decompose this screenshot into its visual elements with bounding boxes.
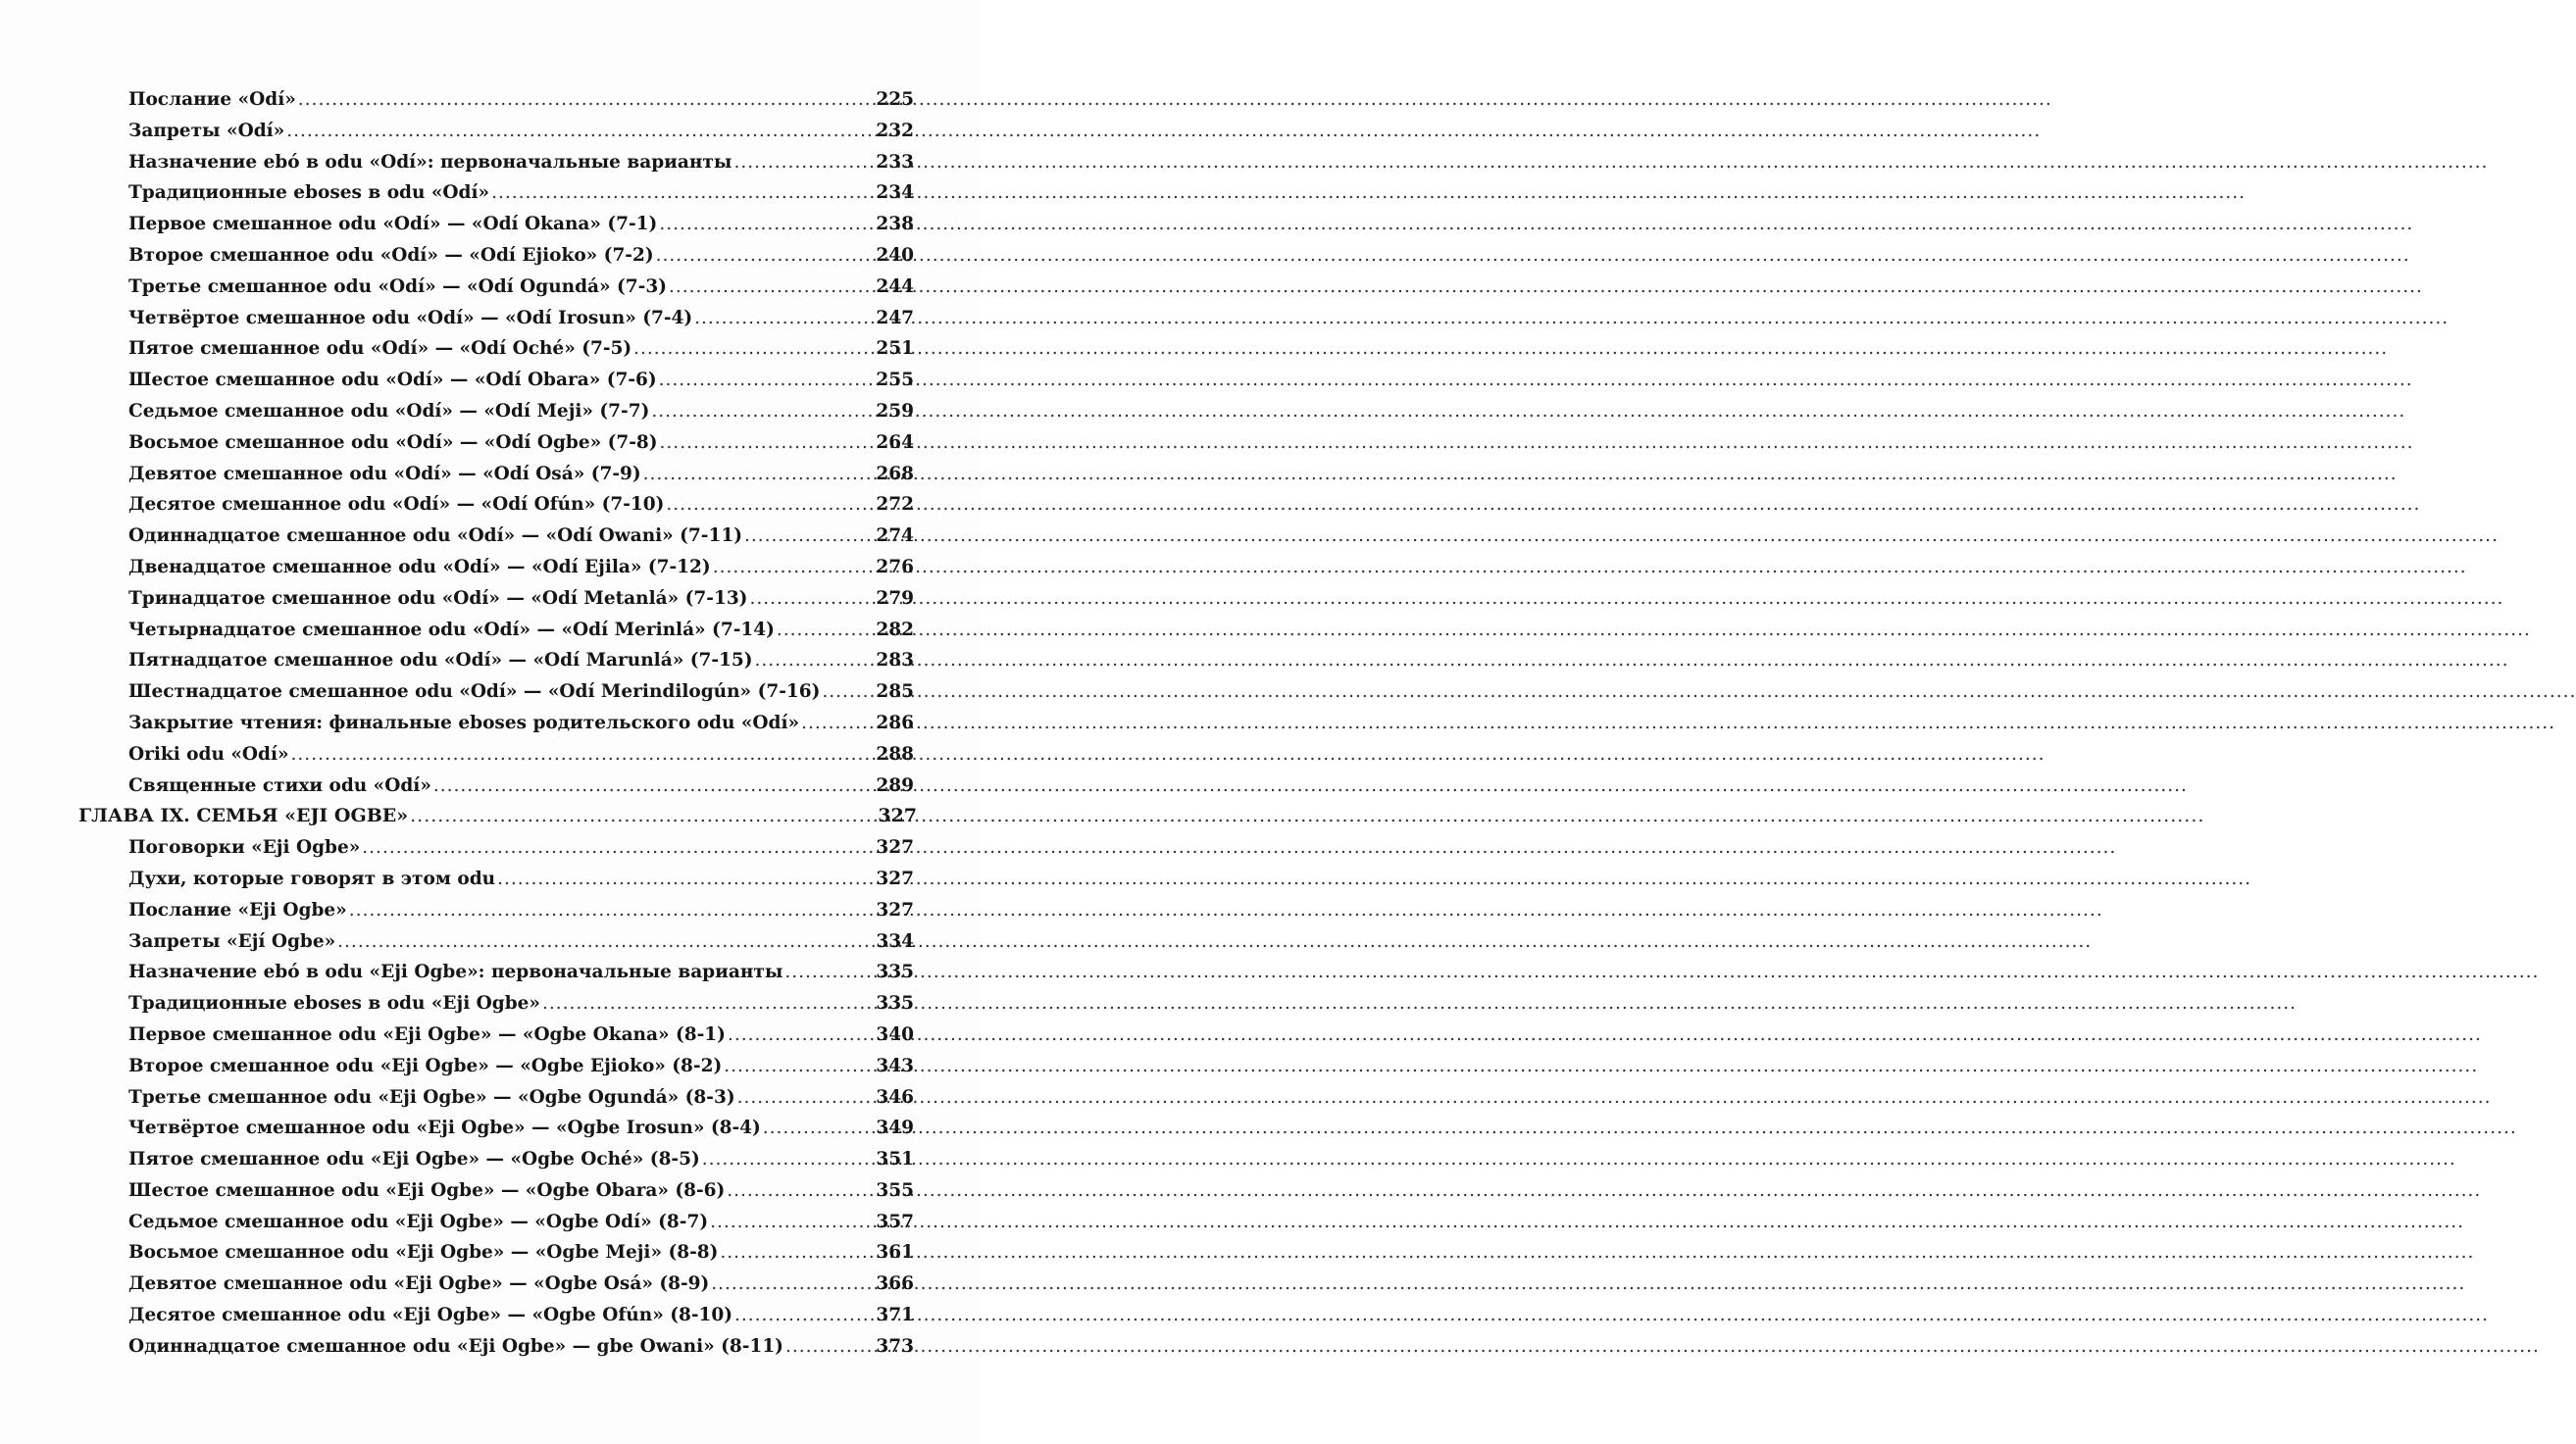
dot-leader	[491, 177, 874, 209]
toc-entry[interactable]	[128, 771, 914, 802]
toc-page-number: 366	[876, 1273, 914, 1295]
toc-entry[interactable]	[128, 926, 914, 958]
toc-entry-title: Шестое смешанное odu «Odí» — «Odí Obara» (7-6)	[128, 370, 657, 391]
dot-leader	[298, 84, 875, 116]
toc-page-number: 285	[876, 681, 914, 703]
toc-entry-title: Пятнадцатое смешанное odu «Odí» — «Odí Marunlá» (7-15)	[128, 650, 753, 672]
toc-entry-title: Послание «Eji Ogbe»	[128, 899, 347, 921]
toc-page-number: 282	[876, 619, 914, 640]
toc-entry[interactable]	[128, 521, 914, 552]
toc-entry[interactable]	[128, 333, 914, 365]
toc-entry-title: Пятое смешанное odu «Odí» — «Odí Oché» (7-5)	[128, 338, 632, 360]
toc-page-number: 335	[876, 962, 914, 983]
dot-leader	[694, 303, 874, 334]
dot-leader	[433, 771, 874, 802]
toc-chapter-heading[interactable]	[78, 801, 917, 832]
toc-page-number: 340	[876, 1023, 914, 1045]
toc-entry[interactable]	[128, 459, 914, 490]
toc-page-number: 349	[876, 1118, 914, 1139]
toc-page-number: 255	[876, 370, 914, 391]
toc-entry[interactable]	[128, 1082, 914, 1114]
dot-leader	[720, 1237, 874, 1269]
toc-page-number: 334	[876, 930, 914, 952]
toc-page-number: 288	[876, 743, 914, 765]
toc-entry[interactable]	[128, 84, 914, 116]
dot-leader	[744, 521, 874, 552]
dot-leader	[702, 1144, 875, 1175]
toc-entry[interactable]	[128, 1051, 914, 1082]
toc-entry[interactable]	[128, 615, 914, 646]
toc-page-number: 327	[876, 899, 914, 921]
toc-entry[interactable]	[128, 1207, 914, 1238]
toc-page-number: 225	[876, 89, 914, 110]
toc-page-number: 234	[876, 182, 914, 204]
toc-entry-title: Седьмое смешанное odu «Odí» — «Odí Meji» (7-7)	[128, 400, 650, 422]
toc-entry-title: Шестое смешанное odu «Eji Ogbe» — «Ogbe Obara» (8-6)	[128, 1179, 726, 1201]
toc-page-number: 283	[876, 650, 914, 672]
toc-entry-title: Четвёртое смешанное odu «Eji Ogbe» — «Ogbe Irosun» (8-4)	[128, 1118, 761, 1139]
toc-page-number: 361	[876, 1242, 914, 1264]
toc-entry[interactable]	[128, 957, 914, 988]
dot-leader	[713, 552, 875, 583]
toc-entry-title: Пятое смешанное odu «Eji Ogbe» — «Ogbe Oché» (8-5)	[128, 1149, 700, 1170]
toc-entry-title: Третье смешанное odu «Eji Ogbe» — «Ogbe Ogundá» (8-3)	[128, 1086, 735, 1108]
toc-entry[interactable]	[128, 1237, 914, 1269]
dot-leader	[801, 708, 874, 739]
dot-leader	[349, 895, 875, 926]
toc-entry-title: ГЛАВА IX. СЕМЬЯ «EJI OGBE»	[78, 805, 409, 827]
toc-page-number: 247	[876, 307, 914, 328]
toc-page-number: 233	[876, 151, 914, 173]
toc-page-number: 272	[876, 494, 914, 516]
toc-entry-title: Духи, которые говорят в этом odu	[128, 868, 496, 889]
toc-entry[interactable]	[128, 988, 914, 1020]
toc-entry-title: Первое смешанное odu «Odí» — «Odí Okana» (7-1)	[128, 214, 658, 235]
dot-leader	[633, 333, 874, 365]
toc-entry[interactable]	[128, 864, 914, 895]
dot-leader	[763, 1113, 875, 1144]
dot-leader	[711, 1269, 874, 1300]
toc-page-number: 279	[876, 587, 914, 609]
toc-page-number: 268	[876, 463, 914, 484]
toc-entry[interactable]	[128, 396, 914, 427]
toc-entry-title: Назначение ebó в odu «Odí»: первоначальные варианты	[128, 151, 732, 173]
toc-page-number: 238	[876, 214, 914, 235]
toc-entry-title: Одиннадцатое смешанное odu «Odí» — «Odí Owani» (7-11)	[128, 525, 742, 547]
toc-entry-title: Девятое смешанное odu «Eji Ogbe» — «Ogbe Osá» (8-9)	[128, 1273, 710, 1295]
toc-page-number: 327	[876, 868, 914, 889]
dot-leader	[724, 1051, 874, 1082]
toc-entry-title: Первое смешанное odu «Eji Ogbe» — «Ogbe Okana» (8-1)	[128, 1023, 726, 1045]
dot-leader	[291, 739, 875, 771]
toc-entry[interactable]	[128, 583, 914, 615]
toc-entry[interactable]	[128, 739, 914, 771]
toc-entry[interactable]	[128, 272, 914, 303]
dot-leader	[733, 147, 874, 178]
dot-leader	[656, 240, 875, 272]
toc-entry[interactable]	[128, 1113, 914, 1144]
toc-entry[interactable]	[128, 427, 914, 459]
toc-page-number: 373	[876, 1335, 914, 1357]
dot-leader	[734, 1300, 874, 1331]
dot-leader	[337, 926, 874, 958]
dot-leader	[410, 801, 876, 832]
dot-leader	[643, 459, 875, 490]
toc-page-number: 259	[876, 400, 914, 422]
toc-entry[interactable]	[128, 116, 914, 147]
toc-entry-title: Послание «Odí»	[128, 89, 296, 110]
toc-entry-title: Назначение ebó в odu «Eji Ogbe»: первоначальные варианты	[128, 962, 783, 983]
toc-page-number: 327	[876, 837, 914, 859]
toc-page-number: 276	[876, 556, 914, 577]
toc-entry-title: Закрытие чтения: финальные eboses родительского odu «Odí»	[128, 712, 800, 733]
toc-page-number: 264	[876, 431, 914, 453]
toc-entry-title: Четвёртое смешанное odu «Odí» — «Odí Irosun» (7-4)	[128, 307, 693, 328]
toc-entry-title: Десятое смешанное odu «Eji Ogbe» — «Ogbe Ofún» (8-10)	[128, 1305, 733, 1326]
dot-leader	[785, 1331, 874, 1363]
toc-page-number: 357	[876, 1211, 914, 1232]
toc-entry[interactable]	[128, 645, 914, 676]
document-page	[0, 0, 981, 1444]
toc-page-number: 289	[876, 774, 914, 796]
toc-entry-title: Поговорки «Eji Ogbe»	[128, 837, 361, 859]
toc-entry[interactable]	[128, 676, 914, 708]
toc-entry[interactable]	[128, 1020, 914, 1051]
toc-page-number: 251	[876, 338, 914, 360]
dot-leader	[737, 1082, 875, 1114]
toc-entry-title: Седьмое смешанное odu «Eji Ogbe» — «Ogbe Odí» (8-7)	[128, 1211, 709, 1232]
toc-page-number: 351	[876, 1149, 914, 1170]
toc-entry-title: Двенадцатое смешанное odu «Odí» — «Odí Ejila» (7-12)	[128, 556, 711, 577]
toc-entry[interactable]	[128, 552, 914, 583]
toc-entry-title: Второе смешанное odu «Odí» — «Odí Ejioko» (7-2)	[128, 244, 654, 266]
toc-entry-title: Восьмое смешанное odu «Odí» — «Odí Ogbe» (7-8)	[128, 431, 658, 453]
toc-entry[interactable]	[128, 177, 914, 209]
toc-entry-title: Запреты «Odí»	[128, 120, 285, 141]
toc-entry[interactable]	[128, 489, 914, 521]
dot-leader	[727, 1175, 874, 1207]
toc-page-number: 343	[876, 1055, 914, 1076]
toc-entry[interactable]	[128, 365, 914, 396]
toc-entry-title: Шестнадцатое смешанное odu «Odí» — «Odí Merindilogún» (7-16)	[128, 681, 821, 703]
toc-page-number: 286	[876, 712, 914, 733]
toc-entry-title: Девятое смешанное odu «Odí» — «Odí Osá» (7-9)	[128, 463, 641, 484]
dot-leader	[362, 832, 874, 864]
toc-entry-title: Десятое смешанное odu «Odí» — «Odí Ofún» (7-10)	[128, 494, 665, 516]
toc-entry-title: Четырнадцатое смешанное odu «Odí» — «Odí Merinlá» (7-14)	[128, 619, 775, 640]
dot-leader	[651, 396, 874, 427]
dot-leader	[660, 427, 875, 459]
toc-entry[interactable]	[128, 147, 914, 178]
dot-leader	[749, 583, 874, 615]
toc-entry[interactable]	[128, 1144, 914, 1175]
dot-leader	[542, 988, 874, 1020]
toc-page-number: 371	[876, 1305, 914, 1326]
dot-leader	[669, 272, 874, 303]
toc-page-number: 355	[876, 1179, 914, 1201]
dot-leader	[710, 1207, 874, 1238]
dot-leader	[286, 116, 874, 147]
dot-leader	[659, 209, 874, 240]
toc-entry-title: Одиннадцатое смешанное odu «Eji Ogbe» — gbe Owani» (8-11)	[128, 1335, 783, 1357]
toc-entry-title: Oriki odu «Odí»	[128, 743, 289, 765]
toc-page-number: 232	[876, 120, 914, 141]
toc-entry-title: Тринадцатое смешанное odu «Odí» — «Odí Metanlá» (7-13)	[128, 587, 748, 609]
dot-leader	[822, 676, 874, 708]
toc-entry-title: Священные стихи odu «Odí»	[128, 774, 431, 796]
toc-entry-title: Третье смешанное odu «Odí» — «Odí Ogundá» (7-3)	[128, 275, 667, 297]
table-of-contents	[0, 84, 981, 1363]
dot-leader	[497, 864, 874, 895]
toc-entry[interactable]	[128, 1269, 914, 1300]
toc-page-number: 335	[876, 993, 914, 1015]
dot-leader	[777, 615, 875, 646]
toc-page-number: 327	[878, 805, 917, 827]
toc-page-number: 244	[876, 275, 914, 297]
toc-entry-title: Запреты «Ejí Ogbe»	[128, 930, 336, 952]
toc-entry-title: Второе смешанное odu «Eji Ogbe» — «Ogbe Ejioko» (8-2)	[128, 1055, 723, 1076]
toc-entry[interactable]	[128, 895, 914, 926]
toc-entry[interactable]	[128, 1175, 914, 1207]
toc-page-number: 274	[876, 525, 914, 547]
dot-leader	[659, 365, 875, 396]
toc-entry[interactable]	[128, 209, 914, 240]
dot-leader	[755, 645, 875, 676]
toc-page-number: 240	[876, 244, 914, 266]
dot-leader	[666, 489, 874, 521]
dot-leader	[728, 1020, 874, 1051]
dot-leader	[784, 957, 874, 988]
toc-entry[interactable]	[128, 1300, 914, 1331]
toc-entry[interactable]	[128, 240, 914, 272]
toc-entry[interactable]	[128, 832, 914, 864]
toc-entry[interactable]	[128, 1331, 914, 1363]
toc-page-number: 346	[876, 1086, 914, 1108]
toc-entry-title: Восьмое смешанное odu «Eji Ogbe» — «Ogbe Meji» (8-8)	[128, 1242, 719, 1264]
toc-entry-title: Традиционные eboses в odu «Odí»	[128, 182, 490, 204]
toc-entry-title: Традиционные eboses в odu «Eji Ogbe»	[128, 993, 540, 1015]
toc-entry[interactable]	[128, 708, 914, 739]
toc-entry[interactable]	[128, 303, 914, 334]
